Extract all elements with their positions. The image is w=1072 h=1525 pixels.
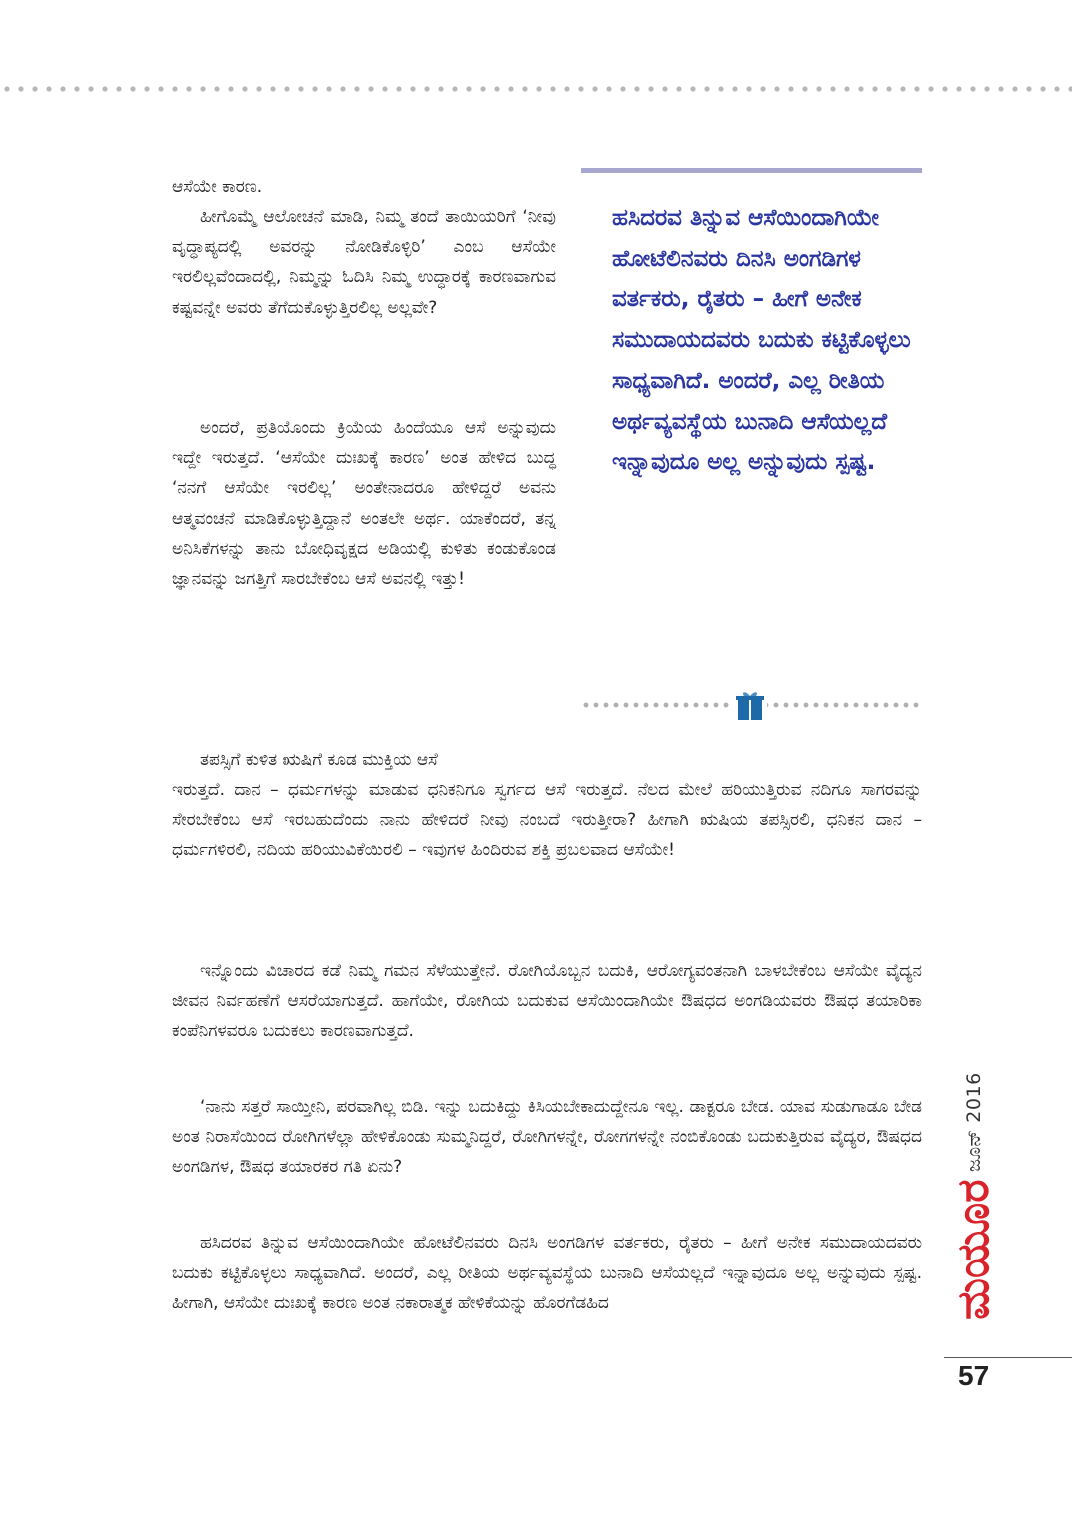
body-paragraph-5: ಇರುತ್ತದೆ. ದಾನ – ಧರ್ಮಗಳನ್ನು ಮಾಡುವ ಧನಿಕನಿಗೂ ಸ್ವರ್ಗದ ಆಸೆ ಇರುತ್ತದೆ. ನೆಲದ ಮೇಲೆ ಹರಿಯುತ್ತಿರುವ ನದಿಗೂ ಸಾಗರವನ್ನು ಸೇರಬೇಕೆಂಬ ಆಸೆ ಇರಬಹುದೆಂದು ನಾನು ಹೇಳಿದರೆ ನೀವು ನಂಬದೆ ಇರುತ್ತೀರಾ? ಹೀಗಾಗಿ ಋಷಿಯ ತಪಸ್ಸಿರಲಿ, ಧನಿಕನ ದಾನ – ಧರ್ಮಗಳಿರಲಿ, ನದಿಯ ಹರಿಯುವಿಕೆಯಿರಲಿ – ಇವುಗಳ ಹಿಂದಿರುವ ಶಕ್ತಿ ಪ್ರಬಲವಾದ ಆಸೆಯೇ!: [172, 780, 922, 861]
top-dotted-rule: [0, 84, 1072, 94]
body-paragraph-6: ಇನ್ನೊಂದು ವಿಚಾರದ ಕಡೆ ನಿಮ್ಮ ಗಮನ ಸೆಳೆಯುತ್ತೇನೆ. ರೋಗಿಯೊಬ್ಬನ ಬದುಕಿ, ಆರೋಗ್ಯವಂತನಾಗಿ ಬಾಳಬೇಕೆಂಬ ಆಸೆಯೇ ವೈದ್ಯನ ಜೀವನ ನಿರ್ವಹಣೆಗೆ ಆಸರೆಯಾಗುತ್ತದೆ. ಹಾಗೆಯೇ, ರೋಗಿಯ ಬದುಕುವ ಆಸೆಯಿಂದಾಗಿಯೇ ಔಷಧದ ಅಂಗಡಿಯವರು ಔಷಧ ತಯಾರಿಕಾ ಕಂಪೆನಿಗಳವರೂ ಬದುಕಲು ಕಾರಣವಾಗುತ್ತದೆ.: [172, 961, 922, 1042]
body-paragraph-7: ‘ನಾನು ಸತ್ತರೆ ಸಾಯ್ತೀನಿ, ಪರವಾಗಿಲ್ಲ ಬಿಡಿ. ಇನ್ನು ಬದುಕಿದ್ದು ಕಿಸಿಯಬೇಕಾದುದ್ದೇನೂ ಇಲ್ಲ. ಡಾಕ್ಟರೂ ಬೇಡ. ಯಾವ ಸುಡುಗಾಡೂ ಬೇಡ ಅಂತ ನಿರಾಸೆಯಿಂದ ರೋಗಿಗಳೆಲ್ಲಾ ಹೇಳಿಕೊಂಡು ಸುಮ್ಮನಿದ್ದರೆ, ರೋಗಿಗಳನ್ನೇ, ರೋಗಗಳನ್ನೇ ನಂಬಿಕೊಂಡು ಬದುಕುತ್ತಿರುವ ವೈದ್ಯರ, ಔಷಧದ ಅಂಗಡಿಗಳ, ಔಷಧ ತಯಾರಕರ ಗತಿ ಏನು?: [172, 1097, 922, 1178]
page-number-rule: [944, 1357, 1072, 1358]
gift-icon: [733, 688, 767, 722]
body-paragraph-4: ತಪಸ್ಸಿಗೆ ಕುಳಿತ ಋಷಿಗೆ ಕೂಡ ಮುಕ್ತಿಯ ಆಸೆ: [200, 750, 438, 770]
body-paragraph-3: ಅಂದರೆ, ಪ್ರತಿಯೊಂದು ಕ್ರಿಯೆಯ ಹಿಂದೆಯೂ ಆಸೆ ಅನ್ನುವುದು ಇದ್ದೇ ಇರುತ್ತದೆ. ‘ಆಸೆಯೇ ದುಃಖಕ್ಕೆ ಕಾರಣ’ ಅಂತ ಹೇಳಿದ ಬುದ್ಧ ‘ನನಗೆ ಆಸೆಯೇ ಇರಲಿಲ್ಲ’ ಅಂತೇನಾದರೂ ಹೇಳಿದ್ದರೆ ಅವನು ಆತ್ಮವಂಚನೆ ಮಾಡಿಕೊಳ್ಳುತ್ತಿದ್ದಾನೆ ಅಂತಲೇ ಅರ್ಥ. ಯಾಕೆಂದರೆ, ತನ್ನ ಅನಿಸಿಕೆಗಳನ್ನು ತಾನು ಬೋಧಿವೃಕ್ಷದ ಅಡಿಯಲ್ಲಿ ಕುಳಿತು ಕಂಡುಕೊಂಡ ಜ್ಞಾನವನ್ನು ಜಗತ್ತಿಗೆ ಸಾರಬೇಕೆಂಬ ಆಸೆ ಅವನಲ್ಲಿ ಇತ್ತು!: [172, 418, 556, 590]
issue-date: ಜೂನ್ 2016: [963, 1072, 985, 1172]
magazine-sidebar: [944, 1072, 1004, 1347]
page-number: 57: [958, 1360, 990, 1391]
magazine-title: ಮಯೂರ: [948, 1179, 999, 1320]
body-paragraph-8: ಹಸಿದರವ ತಿನ್ನುವ ಆಸೆಯಿಂದಾಗಿಯೇ ಹೋಟೆಲಿನವರು ದಿನಸಿ ಅಂಗಡಿಗಳ ವರ್ತಕರು, ರೈತರು – ಹೀಗೆ ಅನೇಕ ಸಮುದಾಯದವರು ಬದುಕು ಕಟ್ಟಿಕೊಳ್ಳಲು ಸಾಧ್ಯವಾಗಿದೆ. ಅಂದರೆ, ಎಲ್ಲ ರೀತಿಯ ಅರ್ಥವ್ಯವಸ್ಥೆಯ ಬುನಾದಿ ಆಸೆಯಲ್ಲದೆ ಇನ್ನಾವುದೂ ಅಲ್ಲ ಅನ್ನುವುದು ಸ್ಪಷ್ಟ. ಹೀಗಾಗಿ, ಆಸೆಯೇ ದುಃಖಕ್ಕೆ ಕಾರಣ ಅಂತ ನಕಾರಾತ್ಮಕ ಹೇಳಿಕೆಯನ್ನು ಹೊರಗೆಡಹಿದ: [172, 1233, 922, 1314]
pull-quote-top-rule: [581, 168, 922, 173]
body-paragraph-1: ಆಸೆಯೇ ಕಾರಣ.: [172, 177, 263, 197]
pull-quote: ಹಸಿದರವ ತಿನ್ನುವ ಆಸೆಯಿಂದಾಗಿಯೇ ಹೋಟೆಲಿನವರು ದಿನಸಿ ಅಂಗಡಿಗಳ ವರ್ತಕರು, ರೈತರು – ಹೀಗೆ ಅನೇಕ ಸಮುದಾಯದವರು ಬದುಕು ಕಟ್ಟಿಕೊಳ್ಳಲು ಸಾಧ್ಯವಾಗಿದೆ. ಅಂದರೆ, ಎಲ್ಲ ರೀತಿಯ ಅರ್ಥವ್ಯವಸ್ಥೆಯ ಬುನಾದಿ ಆಸೆಯಲ್ಲದೆ ಇನ್ನಾವುದೂ ಅಲ್ಲ ಅನ್ನುವುದು ಸ್ಪಷ್ಟ.: [612, 205, 911, 476]
body-paragraph-2: ಹೀಗೊಮ್ಮೆ ಆಲೋಚನೆ ಮಾಡಿ, ನಿಮ್ಮ ತಂದೆ ತಾಯಿಯರಿಗೆ ‘ನೀವು ವೃದ್ಧಾಪ್ಯದಲ್ಲಿ ಅವರನ್ನು ನೋಡಿಕೊಳ್ಳಿರಿ’ ಎಂಬ ಆಸೆಯೇ ಇರಲಿಲ್ಲವೆಂದಾದಲ್ಲಿ, ನಿಮ್ಮನ್ನು ಓದಿಸಿ ನಿಮ್ಮ ಉದ್ಧಾರಕ್ಕೆ ಕಾರಣವಾಗುವ ಕಷ್ಟವನ್ನೇ ಅವರು ತೆಗೆದುಕೊಳ್ಳುತ್ತಿರಲಿಲ್ಲ ಅಲ್ಲವೇ?: [172, 207, 556, 318]
